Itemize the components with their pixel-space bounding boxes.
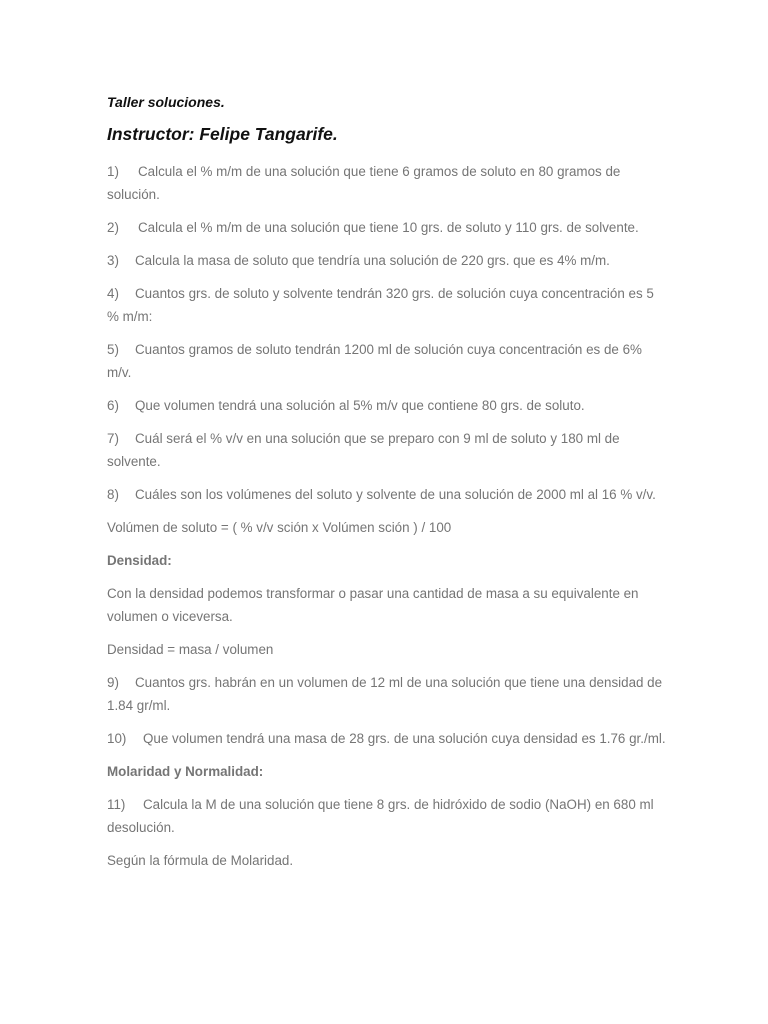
question-text: Cuantos gramos de soluto tendrán 1200 ml de solución cuya concentración es de 6% m/v. <box>107 342 642 380</box>
heading-densidad: Densidad: <box>107 553 172 568</box>
document-content <box>107 92 667 882</box>
question-text: Que volumen tendrá una solución al 5% m/v que contiene 80 grs. de soluto. <box>135 398 585 413</box>
question-4 <box>107 282 667 328</box>
question-7 <box>107 427 667 473</box>
question-text: Calcula la M de una solución que tiene 8 grs. de hidróxido de sodio (NaOH) en 680 ml desolución. <box>107 797 654 835</box>
densidad-intro: Con la densidad podemos transformar o pasar una cantidad de masa a su equivalente en volumen o viceversa. <box>107 586 639 624</box>
formula-densidad: Densidad = masa / volumen <box>107 642 274 657</box>
question-number: 7) <box>107 431 119 446</box>
question-text: Cuantos grs. habrán en un volumen de 12 ml de una solución que tiene una densidad de 1.84 gr/ml. <box>107 675 663 713</box>
question-text: Que volumen tendrá una masa de 28 grs. de una solución cuya densidad es 1.76 gr./ml. <box>143 731 666 746</box>
heading-molaridad: Molaridad y Normalidad: <box>107 764 264 779</box>
question-text: Cuantos grs. de soluto y solvente tendrán 320 grs. de solución cuya concentración es 5 % m/m: <box>107 286 654 324</box>
question-number: 11) <box>107 797 126 812</box>
question-number: 2) <box>107 220 119 235</box>
question-number: 8) <box>107 487 119 502</box>
question-8 <box>107 483 667 506</box>
question-6 <box>107 394 667 417</box>
question-text: Calcula el % m/m de una solución que tiene 10 grs. de soluto y 110 grs. de solvente. <box>138 220 639 235</box>
question-number: 5) <box>107 342 119 357</box>
question-text: Cuáles son los volúmenes del soluto y solvente de una solución de 2000 ml al 16 % v/v. <box>135 487 656 502</box>
question-5 <box>107 338 667 384</box>
question-text: Calcula la masa de soluto que tendría una solución de 220 grs. que es 4% m/m. <box>135 253 610 268</box>
question-text: Cuál será el % v/v en una solución que se preparo con 9 ml de soluto y 180 ml de solvente. <box>107 431 620 469</box>
question-number: 6) <box>107 398 119 413</box>
question-1 <box>107 160 667 206</box>
instructor-name: Instructor: Felipe Tangarife. <box>107 124 338 144</box>
question-10 <box>107 727 667 750</box>
question-text: Calcula el % m/m de una solución que tiene 6 gramos de soluto en 80 gramos de solución. <box>107 164 621 202</box>
question-9 <box>107 671 667 717</box>
formula-volumen: Volúmen de soluto = ( % v/v sción x Volúmen sción ) / 100 <box>107 520 452 535</box>
question-number: 1) <box>107 164 119 179</box>
question-number: 10) <box>107 731 127 746</box>
question-11 <box>107 793 667 839</box>
question-2 <box>107 216 667 239</box>
molaridad-note: Según la fórmula de Molaridad. <box>107 853 294 868</box>
question-number: 4) <box>107 286 119 301</box>
question-3 <box>107 249 667 272</box>
question-number: 3) <box>107 253 119 268</box>
question-number: 9) <box>107 675 119 690</box>
document-title: Taller soluciones. <box>107 94 225 110</box>
